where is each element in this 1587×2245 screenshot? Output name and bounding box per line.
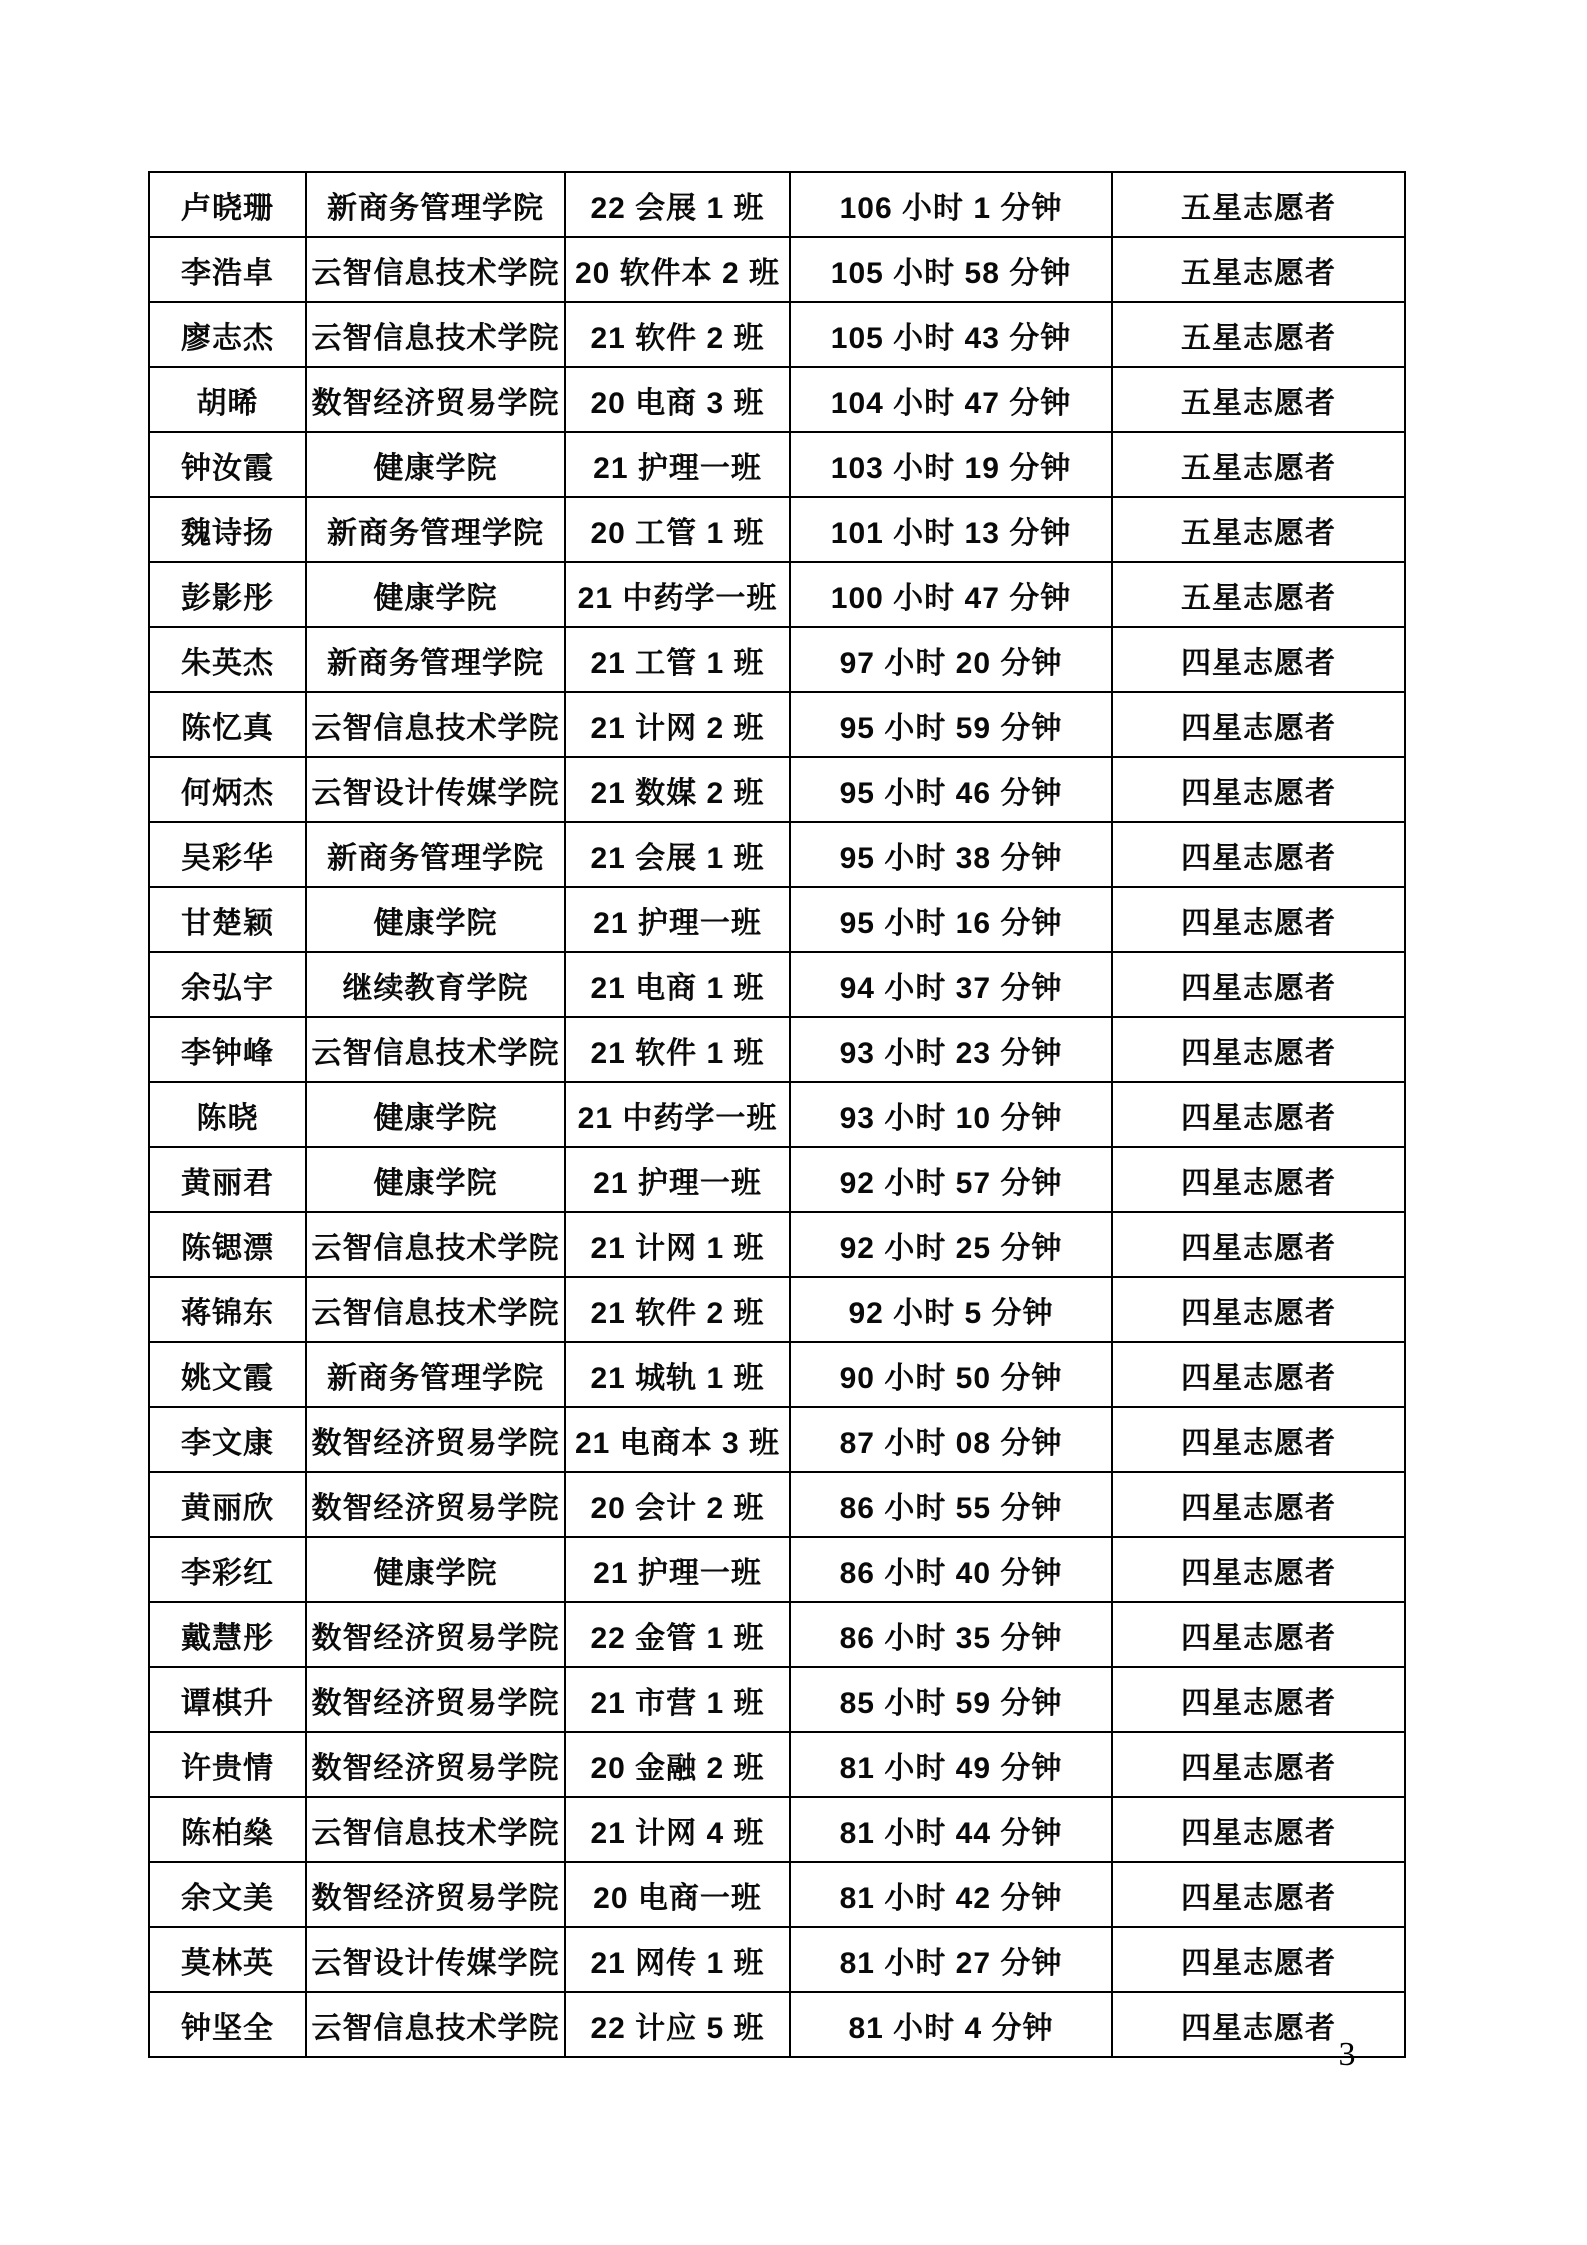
cell-volunteer-name: 李彩红 [149,1537,306,1602]
table-row [149,1992,1405,2057]
cell-service-hours: 85 小时 59 分钟 [790,1667,1112,1732]
cell-class: 20 软件本 2 班 [565,237,790,302]
cell-college: 健康学院 [306,1082,565,1147]
cell-service-hours: 94 小时 37 分钟 [790,952,1112,1017]
cell-class: 21 电商 1 班 [565,952,790,1017]
cell-class: 20 电商一班 [565,1862,790,1927]
cell-volunteer-name: 黄丽君 [149,1147,306,1212]
cell-service-hours: 105 小时 43 分钟 [790,302,1112,367]
cell-volunteer-name: 陈忆真 [149,692,306,757]
cell-college: 数智经济贸易学院 [306,1407,565,1472]
cell-class: 22 会展 1 班 [565,172,790,237]
cell-class: 21 市营 1 班 [565,1667,790,1732]
cell-star-rating: 四星志愿者 [1112,1667,1405,1732]
cell-volunteer-name: 姚文霞 [149,1342,306,1407]
cell-college: 健康学院 [306,1537,565,1602]
cell-star-rating: 四星志愿者 [1112,1927,1405,1992]
cell-service-hours: 81 小时 44 分钟 [790,1797,1112,1862]
cell-class: 21 中药学一班 [565,562,790,627]
cell-college: 云智设计传媒学院 [306,757,565,822]
cell-service-hours: 95 小时 16 分钟 [790,887,1112,952]
cell-service-hours: 86 小时 55 分钟 [790,1472,1112,1537]
cell-service-hours: 105 小时 58 分钟 [790,237,1112,302]
table-row [149,1732,1405,1797]
cell-service-hours: 95 小时 59 分钟 [790,692,1112,757]
cell-star-rating: 五星志愿者 [1112,367,1405,432]
cell-college: 新商务管理学院 [306,1342,565,1407]
table-row [149,1472,1405,1537]
cell-college: 数智经济贸易学院 [306,1472,565,1537]
table-row [149,1342,1405,1407]
cell-class: 21 城轨 1 班 [565,1342,790,1407]
cell-volunteer-name: 许贵情 [149,1732,306,1797]
cell-class: 21 工管 1 班 [565,627,790,692]
cell-star-rating: 四星志愿者 [1112,692,1405,757]
cell-star-rating: 四星志愿者 [1112,1862,1405,1927]
cell-college: 云智信息技术学院 [306,237,565,302]
cell-class: 21 数媒 2 班 [565,757,790,822]
cell-class: 21 网传 1 班 [565,1927,790,1992]
cell-star-rating: 四星志愿者 [1112,887,1405,952]
cell-star-rating: 四星志愿者 [1112,1732,1405,1797]
table-row [149,432,1405,497]
cell-college: 云智信息技术学院 [306,302,565,367]
cell-class: 21 中药学一班 [565,1082,790,1147]
cell-service-hours: 93 小时 23 分钟 [790,1017,1112,1082]
cell-service-hours: 104 小时 47 分钟 [790,367,1112,432]
cell-volunteer-name: 钟坚全 [149,1992,306,2057]
cell-volunteer-name: 甘楚颖 [149,887,306,952]
cell-college: 云智信息技术学院 [306,1992,565,2057]
table-row [149,692,1405,757]
cell-star-rating: 四星志愿者 [1112,627,1405,692]
table-row [149,1277,1405,1342]
cell-class: 20 金融 2 班 [565,1732,790,1797]
cell-star-rating: 四星志愿者 [1112,1797,1405,1862]
cell-volunteer-name: 余弘宇 [149,952,306,1017]
cell-college: 云智信息技术学院 [306,1017,565,1082]
cell-service-hours: 97 小时 20 分钟 [790,627,1112,692]
cell-volunteer-name: 魏诗扬 [149,497,306,562]
cell-star-rating: 四星志愿者 [1112,757,1405,822]
cell-volunteer-name: 钟汝霞 [149,432,306,497]
cell-star-rating: 四星志愿者 [1112,1342,1405,1407]
cell-class: 22 计应 5 班 [565,1992,790,2057]
table-row [149,1667,1405,1732]
table-row [149,952,1405,1017]
cell-college: 云智设计传媒学院 [306,1927,565,1992]
cell-class: 21 计网 4 班 [565,1797,790,1862]
cell-star-rating: 五星志愿者 [1112,562,1405,627]
cell-class: 21 护理一班 [565,1147,790,1212]
cell-volunteer-name: 陈锶漂 [149,1212,306,1277]
cell-star-rating: 四星志愿者 [1112,1212,1405,1277]
cell-star-rating: 四星志愿者 [1112,1082,1405,1147]
table-row [149,1017,1405,1082]
page-number: — 3 — [1290,2036,1404,2073]
cell-college: 云智信息技术学院 [306,1212,565,1277]
cell-volunteer-name: 何炳杰 [149,757,306,822]
cell-volunteer-name: 李文康 [149,1407,306,1472]
cell-service-hours: 86 小时 35 分钟 [790,1602,1112,1667]
cell-college: 数智经济贸易学院 [306,1602,565,1667]
cell-service-hours: 106 小时 1 分钟 [790,172,1112,237]
volunteer-hours-table [148,171,1406,2058]
cell-service-hours: 92 小时 25 分钟 [790,1212,1112,1277]
cell-service-hours: 81 小时 42 分钟 [790,1862,1112,1927]
cell-star-rating: 四星志愿者 [1112,1472,1405,1537]
cell-star-rating: 四星志愿者 [1112,1147,1405,1212]
cell-volunteer-name: 陈晓 [149,1082,306,1147]
cell-class: 21 护理一班 [565,887,790,952]
cell-college: 健康学院 [306,562,565,627]
cell-star-rating: 四星志愿者 [1112,1992,1405,2057]
cell-college: 新商务管理学院 [306,172,565,237]
cell-star-rating: 五星志愿者 [1112,302,1405,367]
cell-service-hours: 81 小时 27 分钟 [790,1927,1112,1992]
cell-service-hours: 87 小时 08 分钟 [790,1407,1112,1472]
cell-college: 健康学院 [306,1147,565,1212]
cell-college: 云智信息技术学院 [306,1277,565,1342]
table-row [149,757,1405,822]
cell-college: 健康学院 [306,432,565,497]
table-row [149,367,1405,432]
table-row [149,1797,1405,1862]
cell-volunteer-name: 胡晞 [149,367,306,432]
cell-star-rating: 五星志愿者 [1112,432,1405,497]
cell-star-rating: 四星志愿者 [1112,1602,1405,1667]
table-row [149,302,1405,367]
table-row [149,1862,1405,1927]
cell-service-hours: 92 小时 57 分钟 [790,1147,1112,1212]
cell-star-rating: 四星志愿者 [1112,1537,1405,1602]
cell-volunteer-name: 余文美 [149,1862,306,1927]
table-row [149,1407,1405,1472]
cell-service-hours: 100 小时 47 分钟 [790,562,1112,627]
cell-volunteer-name: 戴慧彤 [149,1602,306,1667]
cell-college: 数智经济贸易学院 [306,367,565,432]
table-row [149,822,1405,887]
cell-star-rating: 四星志愿者 [1112,1017,1405,1082]
cell-service-hours: 103 小时 19 分钟 [790,432,1112,497]
cell-volunteer-name: 朱英杰 [149,627,306,692]
cell-college: 云智信息技术学院 [306,1797,565,1862]
cell-class: 20 电商 3 班 [565,367,790,432]
cell-college: 新商务管理学院 [306,497,565,562]
cell-service-hours: 95 小时 46 分钟 [790,757,1112,822]
cell-service-hours: 81 小时 4 分钟 [790,1992,1112,2057]
cell-college: 数智经济贸易学院 [306,1732,565,1797]
cell-star-rating: 五星志愿者 [1112,237,1405,302]
cell-volunteer-name: 莫林英 [149,1927,306,1992]
cell-volunteer-name: 廖志杰 [149,302,306,367]
cell-volunteer-name: 卢晓珊 [149,172,306,237]
cell-service-hours: 81 小时 49 分钟 [790,1732,1112,1797]
cell-class: 21 软件 2 班 [565,1277,790,1342]
cell-volunteer-name: 蒋锦东 [149,1277,306,1342]
cell-class: 20 会计 2 班 [565,1472,790,1537]
cell-service-hours: 93 小时 10 分钟 [790,1082,1112,1147]
cell-college: 继续教育学院 [306,952,565,1017]
cell-class: 21 会展 1 班 [565,822,790,887]
cell-star-rating: 五星志愿者 [1112,172,1405,237]
cell-star-rating: 四星志愿者 [1112,1407,1405,1472]
table-row [149,1927,1405,1992]
cell-volunteer-name: 吴彩华 [149,822,306,887]
cell-college: 数智经济贸易学院 [306,1862,565,1927]
cell-service-hours: 95 小时 38 分钟 [790,822,1112,887]
table-row [149,1147,1405,1212]
table-row [149,237,1405,302]
table-row [149,1537,1405,1602]
cell-college: 健康学院 [306,887,565,952]
cell-class: 21 计网 1 班 [565,1212,790,1277]
cell-star-rating: 四星志愿者 [1112,822,1405,887]
cell-star-rating: 四星志愿者 [1112,952,1405,1017]
cell-class: 21 软件 2 班 [565,302,790,367]
cell-college: 云智信息技术学院 [306,692,565,757]
cell-college: 新商务管理学院 [306,822,565,887]
table-row [149,887,1405,952]
cell-class: 21 护理一班 [565,1537,790,1602]
cell-volunteer-name: 李浩卓 [149,237,306,302]
table-row [149,627,1405,692]
cell-volunteer-name: 谭棋升 [149,1667,306,1732]
cell-star-rating: 四星志愿者 [1112,1277,1405,1342]
cell-volunteer-name: 李钟峰 [149,1017,306,1082]
cell-service-hours: 92 小时 5 分钟 [790,1277,1112,1342]
cell-class: 21 电商本 3 班 [565,1407,790,1472]
volunteer-table-body [149,172,1405,2057]
table-row [149,562,1405,627]
cell-college: 数智经济贸易学院 [306,1667,565,1732]
cell-volunteer-name: 黄丽欣 [149,1472,306,1537]
cell-class: 20 工管 1 班 [565,497,790,562]
cell-class: 22 金管 1 班 [565,1602,790,1667]
cell-class: 21 护理一班 [565,432,790,497]
cell-volunteer-name: 彭影彤 [149,562,306,627]
table-row [149,1082,1405,1147]
table-row [149,172,1405,237]
cell-star-rating: 五星志愿者 [1112,497,1405,562]
cell-service-hours: 101 小时 13 分钟 [790,497,1112,562]
cell-service-hours: 86 小时 40 分钟 [790,1537,1112,1602]
table-row [149,497,1405,562]
cell-class: 21 软件 1 班 [565,1017,790,1082]
table-row [149,1602,1405,1667]
cell-service-hours: 90 小时 50 分钟 [790,1342,1112,1407]
cell-volunteer-name: 陈柏燊 [149,1797,306,1862]
cell-college: 新商务管理学院 [306,627,565,692]
cell-class: 21 计网 2 班 [565,692,790,757]
table-row [149,1212,1405,1277]
